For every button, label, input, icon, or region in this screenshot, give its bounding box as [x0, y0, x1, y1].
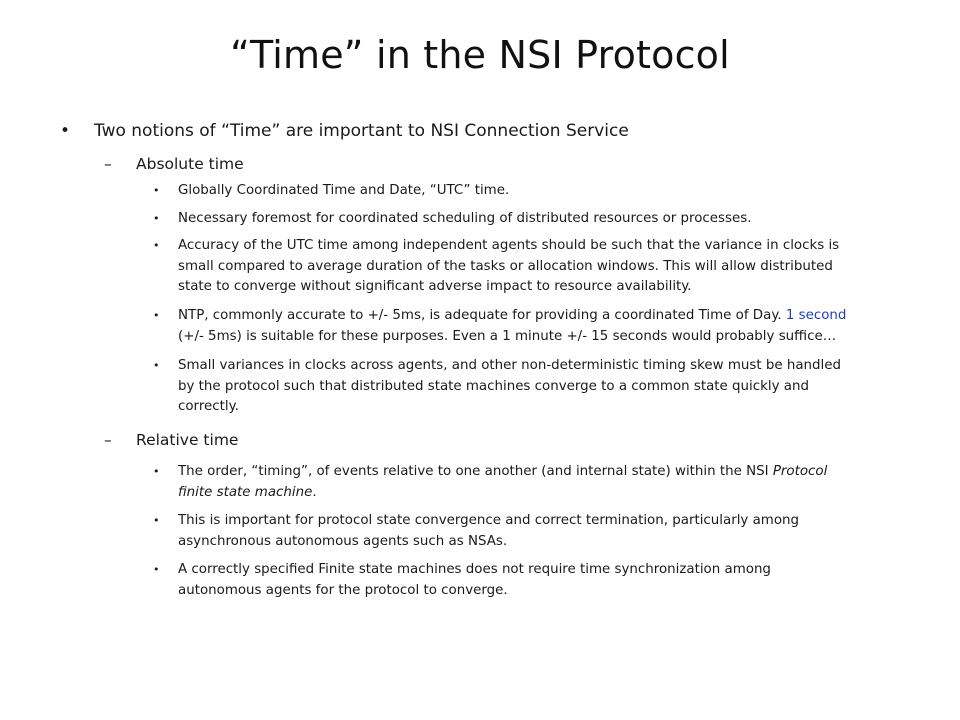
item-line: small compared to average duration of the tasks or allocation windows. This will allow distributed: [178, 258, 833, 274]
item-line: Accuracy of the UTC time among independent agents should be such that the variance in clocks is: [178, 238, 840, 253]
dash-icon: –: [104, 431, 112, 449]
italic-text: Protocol: [772, 464, 828, 479]
section-heading-text: Absolute time: [136, 155, 244, 173]
main-bullet-text: Two notions of “Time” are important to NSI Connection Service: [94, 121, 629, 141]
item-line: state to converge without significant adverse impact to resource availability.: [178, 279, 692, 294]
item-line: [178, 306, 938, 327]
bullet-dot-icon: •: [153, 184, 160, 197]
slide-title: “Time” in the NSI Protocol: [230, 33, 730, 77]
item-line: by the protocol such that distributed state machines converge to a common state quickly and: [178, 378, 809, 394]
dash-icon: –: [104, 155, 112, 173]
item-line: [178, 462, 938, 483]
bullet-dot-icon: •: [153, 465, 160, 478]
item-line: This is important for protocol state convergence and correct termination, particularly among: [178, 513, 800, 528]
item-line: autonomous agents for the protocol to converge.: [178, 582, 508, 598]
section-heading-text: Relative time: [136, 431, 239, 449]
item-line: asynchronous autonomous agents such as NSAs.: [178, 533, 508, 549]
item-line: correctly.: [178, 399, 239, 414]
italic-text: finite state machine: [178, 484, 313, 500]
bullet-dot-icon: •: [153, 309, 160, 322]
item-line: Small variances in clocks across agents, and other non-deterministic timing skew must be handled: [178, 358, 842, 373]
bullet-dot-icon: •: [153, 514, 160, 527]
bullet-dot-icon: •: [153, 239, 160, 252]
item-line: [178, 483, 938, 504]
item-text: NTP, commonly accurate to +/- 5ms, is adequate for providing a coordinated Time of Day.: [178, 308, 786, 323]
bullet-dot-icon: •: [60, 121, 71, 141]
item-line: (+/- 5ms) is suitable for these purposes. Even a 1 minute +/- 15 seconds would probably suffice…: [178, 328, 837, 344]
item-line: A correctly specified Finite state machines does not require time synchronization among: [178, 562, 771, 577]
item-line: Necessary foremost for coordinated scheduling of distributed resources or processes.: [178, 211, 752, 226]
item-text: The order, “timing”, of events relative to one another (and internal state) within the NSI: [178, 464, 773, 479]
item-text: .: [312, 484, 317, 500]
bullet-dot-icon: •: [153, 359, 160, 372]
bullet-dot-icon: •: [153, 563, 160, 576]
bullet-dot-icon: •: [153, 212, 160, 225]
highlight-text: 1 second: [785, 308, 847, 323]
item-line: Globally Coordinated Time and Date, “UTC” time.: [178, 183, 510, 198]
